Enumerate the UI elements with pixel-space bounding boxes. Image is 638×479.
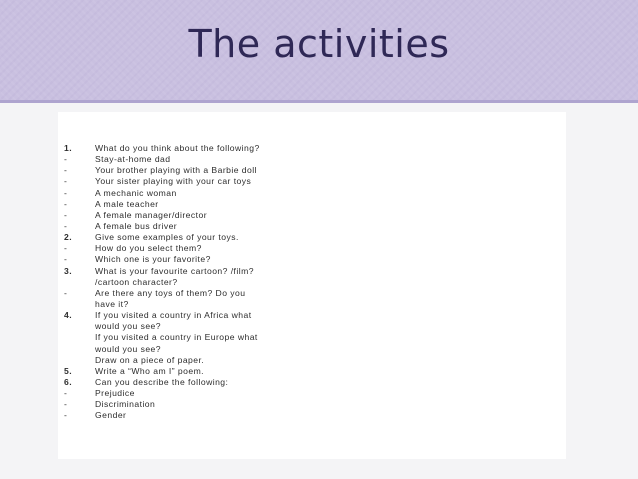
item-text: If you visited a country in Africa what [95, 310, 252, 321]
continuation-indent [63, 321, 95, 332]
item-text: have it? [95, 298, 129, 309]
continuation-indent [63, 344, 95, 355]
item-text: Your sister playing with your car toys [95, 176, 252, 187]
list-item [63, 221, 260, 232]
item-text: What is your favourite cartoon? /film? [95, 265, 254, 276]
list-item [63, 399, 260, 410]
list-item [63, 299, 260, 310]
item-text: /cartoon character? [95, 276, 178, 287]
item-text: If you visited a country in Europe what [95, 332, 258, 343]
item-text: A mechanic woman [95, 187, 177, 198]
list-item [63, 199, 260, 210]
bullet-dash: - [64, 198, 68, 209]
bullet-dash: - [64, 399, 68, 410]
list-item [63, 154, 260, 165]
item-text: A female bus driver [95, 220, 178, 231]
list-item [63, 254, 260, 265]
item-text: Which one is your favorite? [95, 254, 211, 265]
item-text: Discrimination [95, 399, 156, 410]
list-item [63, 277, 260, 288]
continuation-indent [63, 355, 95, 366]
item-text: Write a “Who am I” poem. [95, 365, 205, 376]
bullet-dash: - [64, 165, 68, 176]
item-text: A male teacher [95, 198, 159, 209]
list-item [63, 266, 260, 277]
item-text: Are there any toys of them? Do you [95, 287, 246, 298]
list-item [63, 176, 260, 187]
bullet-dash: - [64, 176, 68, 187]
list-item [63, 410, 260, 421]
item-text: Can you describe the following: [95, 376, 229, 387]
bullet-dash: - [64, 388, 68, 399]
item-text: would you see? [95, 321, 162, 332]
list-item [63, 332, 260, 343]
item-number: 6. [64, 376, 73, 387]
item-number: 3. [64, 265, 73, 276]
list-item [63, 355, 260, 366]
item-text: Gender [95, 410, 127, 421]
item-text: Give some examples of your toys. [95, 232, 239, 243]
list-item [63, 143, 260, 154]
continuation-indent [63, 299, 95, 310]
item-number: 5. [64, 365, 73, 376]
slide-title: The activities [188, 22, 450, 66]
list-item [63, 165, 260, 176]
list-item [63, 210, 260, 221]
item-number: 4. [64, 310, 73, 321]
bullet-dash: - [64, 209, 68, 220]
list-item [63, 377, 260, 388]
item-number: 1. [64, 143, 73, 153]
list-item [63, 288, 260, 299]
activity-list [63, 143, 260, 422]
item-text: What do you think about the following? [95, 143, 260, 153]
bullet-dash: - [64, 254, 68, 265]
bullet-dash: - [64, 154, 68, 165]
bullet-dash: - [64, 243, 68, 254]
bullet-dash: - [64, 220, 68, 231]
list-item [63, 344, 260, 355]
list-item [63, 310, 260, 321]
item-text: Your brother playing with a Barbie doll [95, 165, 257, 176]
list-item [63, 243, 260, 254]
list-item [63, 388, 260, 399]
item-text: Draw on a piece of paper. [95, 354, 205, 365]
continuation-indent [63, 332, 95, 343]
continuation-indent [63, 277, 95, 288]
item-text: Stay-at-home dad [95, 154, 171, 165]
list-item [63, 321, 260, 332]
list-item [63, 366, 260, 377]
item-text: A female manager/director [95, 209, 208, 220]
bullet-dash: - [64, 187, 68, 198]
bullet-dash: - [64, 287, 68, 298]
item-number: 2. [64, 232, 73, 243]
item-text: Prejudice [95, 388, 135, 399]
list-item [63, 188, 260, 199]
bullet-dash: - [64, 410, 68, 421]
item-text: How do you select them? [95, 243, 202, 254]
list-item [63, 232, 260, 243]
item-text: would you see? [95, 343, 162, 354]
